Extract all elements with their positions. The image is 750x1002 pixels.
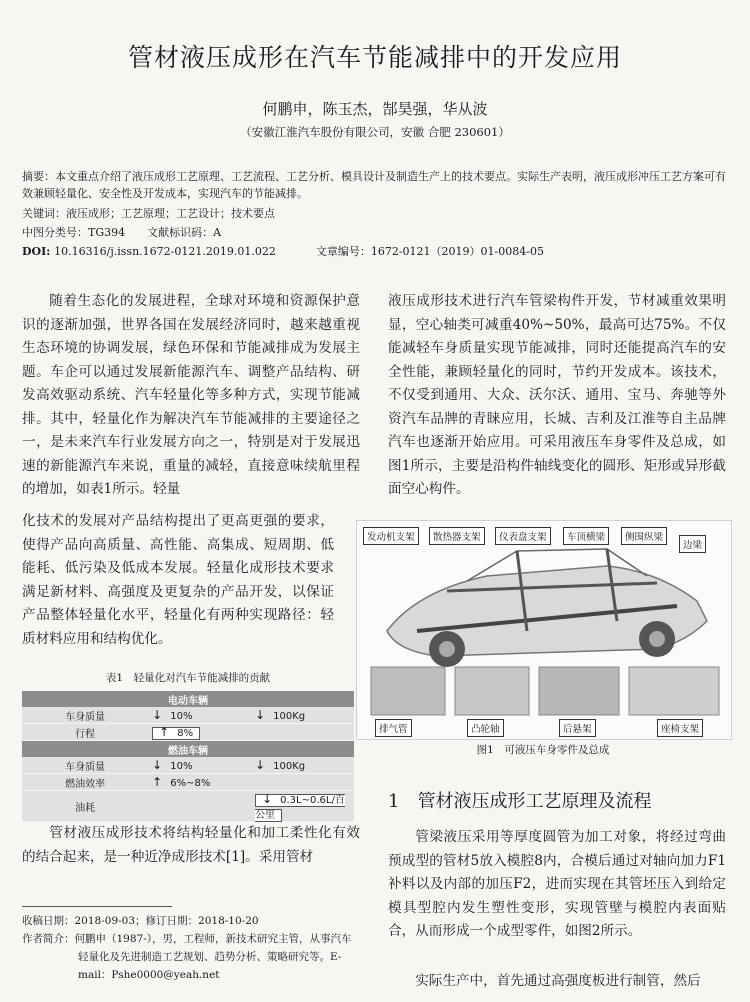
figure-label: 仪表盘支架 bbox=[495, 527, 551, 545]
keywords: 关键词：液压成形；工艺原理；工艺设计；技术要点 bbox=[22, 207, 275, 220]
paper-title: 管材液压成形在汽车节能减排中的开发应用 bbox=[127, 43, 622, 72]
table-row: 行程 ↑ 8% bbox=[22, 724, 354, 741]
section-heading: 1 管材液压成形工艺原理及流程 bbox=[388, 791, 652, 812]
right-paragraph: 液压成形技术进行汽车管梁构件开发，节材减重效果明显，空心轴类可减重40%~50%，最高可达75%。不仅能减轻车身质量实现节能减排，同时还能提高汽车的安全性能，兼顾轻量化的同时，节约开发成本。该技术，不仅受到通用、大众、沃尔沃、通用、宝马、奔驰等外资汽车品牌的青睐应用，长城、吉利及江淮等自主品牌汽车也逐渐开始应用。可采用液压车身零件及总成，如图1所示，主要是沿构件轴线变化的圆形、矩形或异形截面空心构件。 bbox=[388, 293, 726, 497]
intro-paragraph: 随着生态化的发展进程，全球对环境和资源保护意识的逐渐加强，世界各国在发展经济同时，越来越重视生态环境的协调发展，绿色环保和节能减排成为发展主题。车企可以通过发展新能源汽车、调整产品结构、研发高效驱动系统、汽车轻量化等多种方式，实现节能减排。其中，轻量化作为解决汽车节能减排的主要途径之一，是未来汽车行业发展方向之一，特别是对于发展迅速的新能源汽车来说，重量的减轻，直接意味续航里程的增加，如表1所示。轻量 bbox=[22, 293, 360, 497]
figure-label: 排气管 bbox=[375, 719, 412, 737]
classification-line bbox=[22, 224, 728, 241]
figure-label: 发动机支架 bbox=[363, 527, 419, 545]
figure-label: 侧围纵梁 bbox=[621, 527, 667, 545]
doi-label: DOI: bbox=[22, 245, 55, 258]
lightweight-table bbox=[22, 670, 354, 822]
figure-label: 凸轮轴 bbox=[467, 719, 504, 737]
car-frame-illustration bbox=[357, 521, 731, 739]
doi-value: 10.16316/j.issn.1672-0121.2019.01.022 bbox=[54, 245, 276, 258]
affiliation: （安徽江淮汽车股份有限公司，安徽 合肥 230601） bbox=[240, 125, 510, 139]
section-paragraph-next: 实际生产中，首先通过高强度板进行制管，然后 bbox=[415, 973, 701, 989]
figure-label: 散热器支架 bbox=[429, 527, 485, 545]
table-row: 油耗 ↓ 0.3L~0.6L/百公里 bbox=[22, 791, 354, 822]
figure-label: 边梁 bbox=[679, 535, 706, 553]
document-code: 文献标识码：A bbox=[147, 226, 222, 239]
figure-label: 后悬架 bbox=[559, 719, 596, 737]
figure-car-parts bbox=[356, 520, 732, 740]
table-group-ev: 电动车辆 bbox=[22, 691, 354, 707]
footnote-author: 作者简介：何鹏申（1987-），男，工程师，新技术研究主管，从事汽车轻量化及先进制造工艺规划、趋势分析、策略研究等。E-mail：Pshe0000@yeah.net bbox=[22, 933, 352, 981]
intro-paragraph-continued: 化技术的发展对产品结构提出了更高更强的要求，使得产品向高质量、高性能、高集成、短周期、低能耗、低污染及低成本发展。轻量化成形技术要求满足新材料、高强度及更复杂的产品开发，以保证产品整体轻量化水平，轻量化有两种实现路径：轻质材料应用和结构优化。 bbox=[22, 513, 334, 647]
table-group-fuel: 燃油车辆 bbox=[22, 741, 354, 758]
article-number: 文章编号：1672-0121（2019）01-0084-05 bbox=[315, 245, 544, 258]
table-row: 车身质量 ↓ 10% ↓ 100Kg bbox=[22, 757, 354, 774]
footnote-divider bbox=[22, 906, 172, 907]
figure-label: 车顶横梁 bbox=[563, 527, 609, 545]
footnotes bbox=[22, 912, 360, 984]
abstract: 摘要：本文重点介绍了液压成形工艺原理、工艺流程、工艺分析、模具设计及制造生产上的技术要点。实际生产表明，液压成形冲压工艺方案可有效兼顾轻量化、安全性及开发成本，实现汽车的节能减排。 bbox=[22, 170, 726, 200]
section-paragraph: 管梁液压采用等厚度圆管为加工对象，将经过弯曲预成型的管材5放入模腔8内，合模后通过对轴向加力F1补料以及内部的加压F2，进而实现在其管坯压入到给定模具型腔内发生塑性变形，实现管壁与模腔内表面贴合，从而形成一个成型零件，如图2所示。 bbox=[388, 829, 726, 939]
figure-label: 座椅支架 bbox=[657, 719, 703, 737]
footnote-dates: 收稿日期：2018-09-03；修订日期：2018-10-20 bbox=[22, 915, 259, 927]
doi-line bbox=[22, 243, 728, 260]
clc-number: 中图分类号：TG394 bbox=[22, 226, 126, 239]
table-caption: 表1 轻量化对汽车节能减排的贡献 bbox=[105, 672, 271, 684]
figure-caption: 图1 可液压车身零件及总成 bbox=[476, 744, 610, 756]
table-row: 车身质量 ↓ 10% ↓ 100Kg bbox=[22, 707, 354, 724]
table-row: 燃油效率 ↑ 6%~8% bbox=[22, 774, 354, 791]
authors: 何鹏申，陈玉杰，郜昊强，华从波 bbox=[262, 100, 488, 118]
method-paragraph: 管材液压成形技术将结构轻量化和加工柔性化有效的结合起来，是一种近净成形技术[1]。采用管材 bbox=[22, 825, 360, 865]
